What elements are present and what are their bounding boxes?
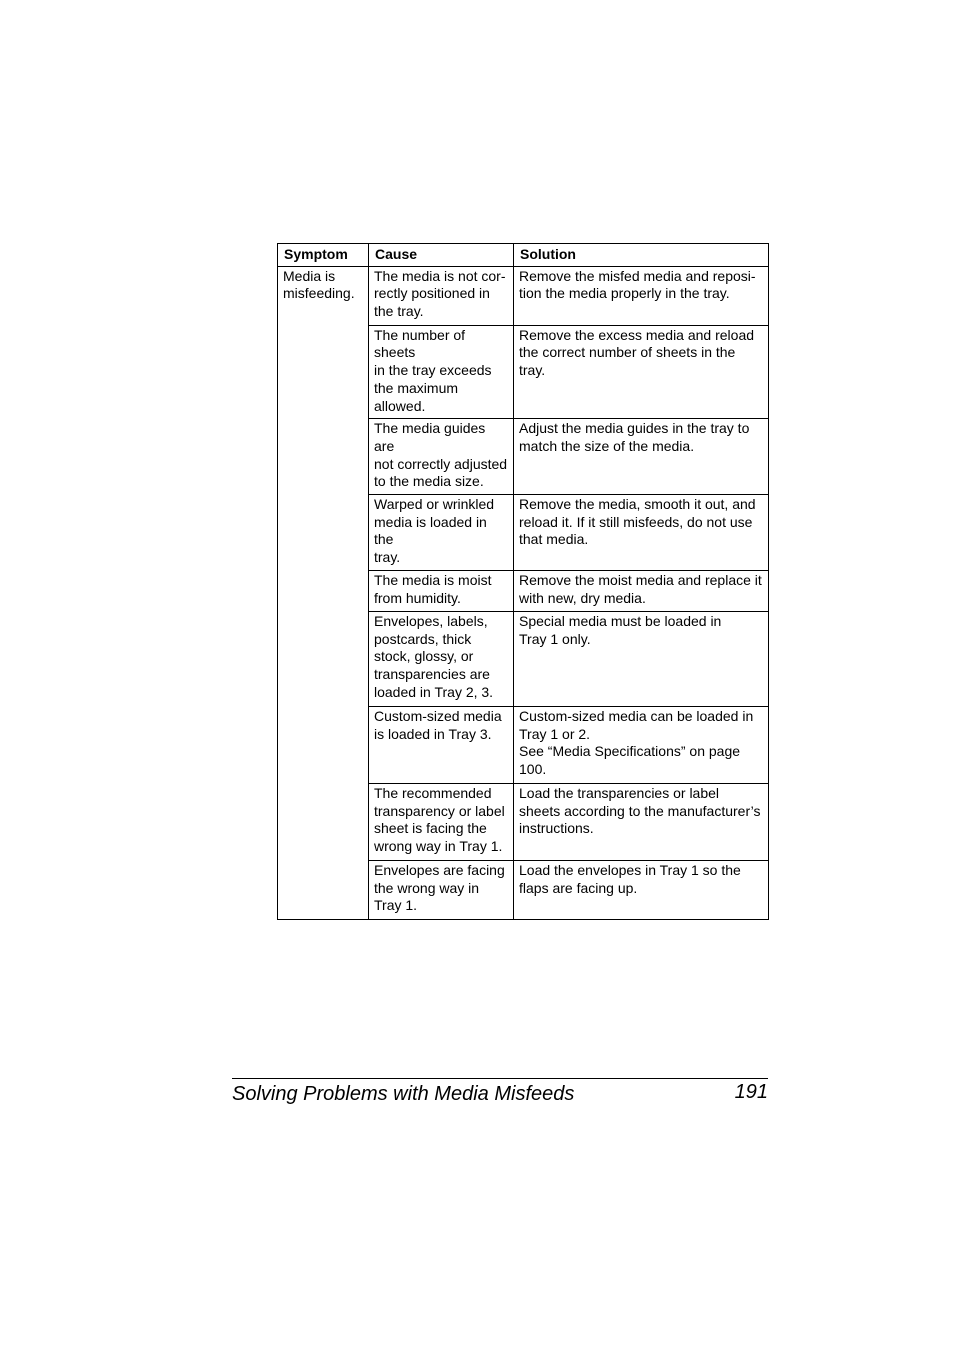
solution-cell: Custom-sized media can be loaded in Tray 1 or 2. See “Media Specifications” on page 100. [514, 706, 769, 783]
troubleshooting-table-container [277, 243, 768, 920]
cause-cell: Envelopes are facing the wrong way in Tray 1. [369, 860, 514, 919]
solution-cell: Special media must be loaded in Tray 1 only. [514, 611, 769, 706]
cause-cell: The recommended transparency or label sheet is facing the wrong way in Tray 1. [369, 783, 514, 860]
solution-cell: Load the transparencies or label sheets according to the manufacturer’s instructions. [514, 783, 769, 860]
footer-title: Solving Problems with Media Misfeeds [232, 1083, 575, 1105]
header-solution: Solution [514, 244, 769, 267]
cause-cell: Envelopes, labels, postcards, thick stock, glossy, or transparencies are loaded in Tray 2, 3. [369, 611, 514, 706]
solution-cell: Adjust the media guides in the tray to match the size of the media. [514, 419, 769, 495]
cause-cell: The media guides are not correctly adjusted to the media size. [369, 419, 514, 495]
cause-cell: The media is moist from humidity. [369, 570, 514, 611]
table-row [278, 266, 769, 325]
cause-cell: Custom-sized media is loaded in Tray 3. [369, 706, 514, 783]
page-number: 191 [734, 1081, 768, 1103]
solution-cell: Remove the misfed media and reposi- tion the media properly in the tray. [514, 266, 769, 325]
troubleshooting-table [277, 243, 769, 920]
table-header-row [278, 244, 769, 267]
cause-cell: The media is not cor- rectly positioned in the tray. [369, 266, 514, 325]
solution-cell: Remove the moist media and replace it with new, dry media. [514, 570, 769, 611]
header-cause: Cause [369, 244, 514, 267]
solution-cell: Remove the excess media and reload the correct number of sheets in the tray. [514, 325, 769, 419]
solution-cell: Load the envelopes in Tray 1 so the flaps are facing up. [514, 860, 769, 919]
solution-cell: Remove the media, smooth it out, and reload it. If it still misfeeds, do not use that media. [514, 495, 769, 571]
page-footer [232, 1078, 768, 1105]
symptom-cell: Media is misfeeding. [278, 266, 369, 919]
header-symptom: Symptom [278, 244, 369, 267]
cause-cell: The number of sheets in the tray exceeds the maximum allowed. [369, 325, 514, 419]
cause-cell: Warped or wrinkled media is loaded in the tray. [369, 495, 514, 571]
